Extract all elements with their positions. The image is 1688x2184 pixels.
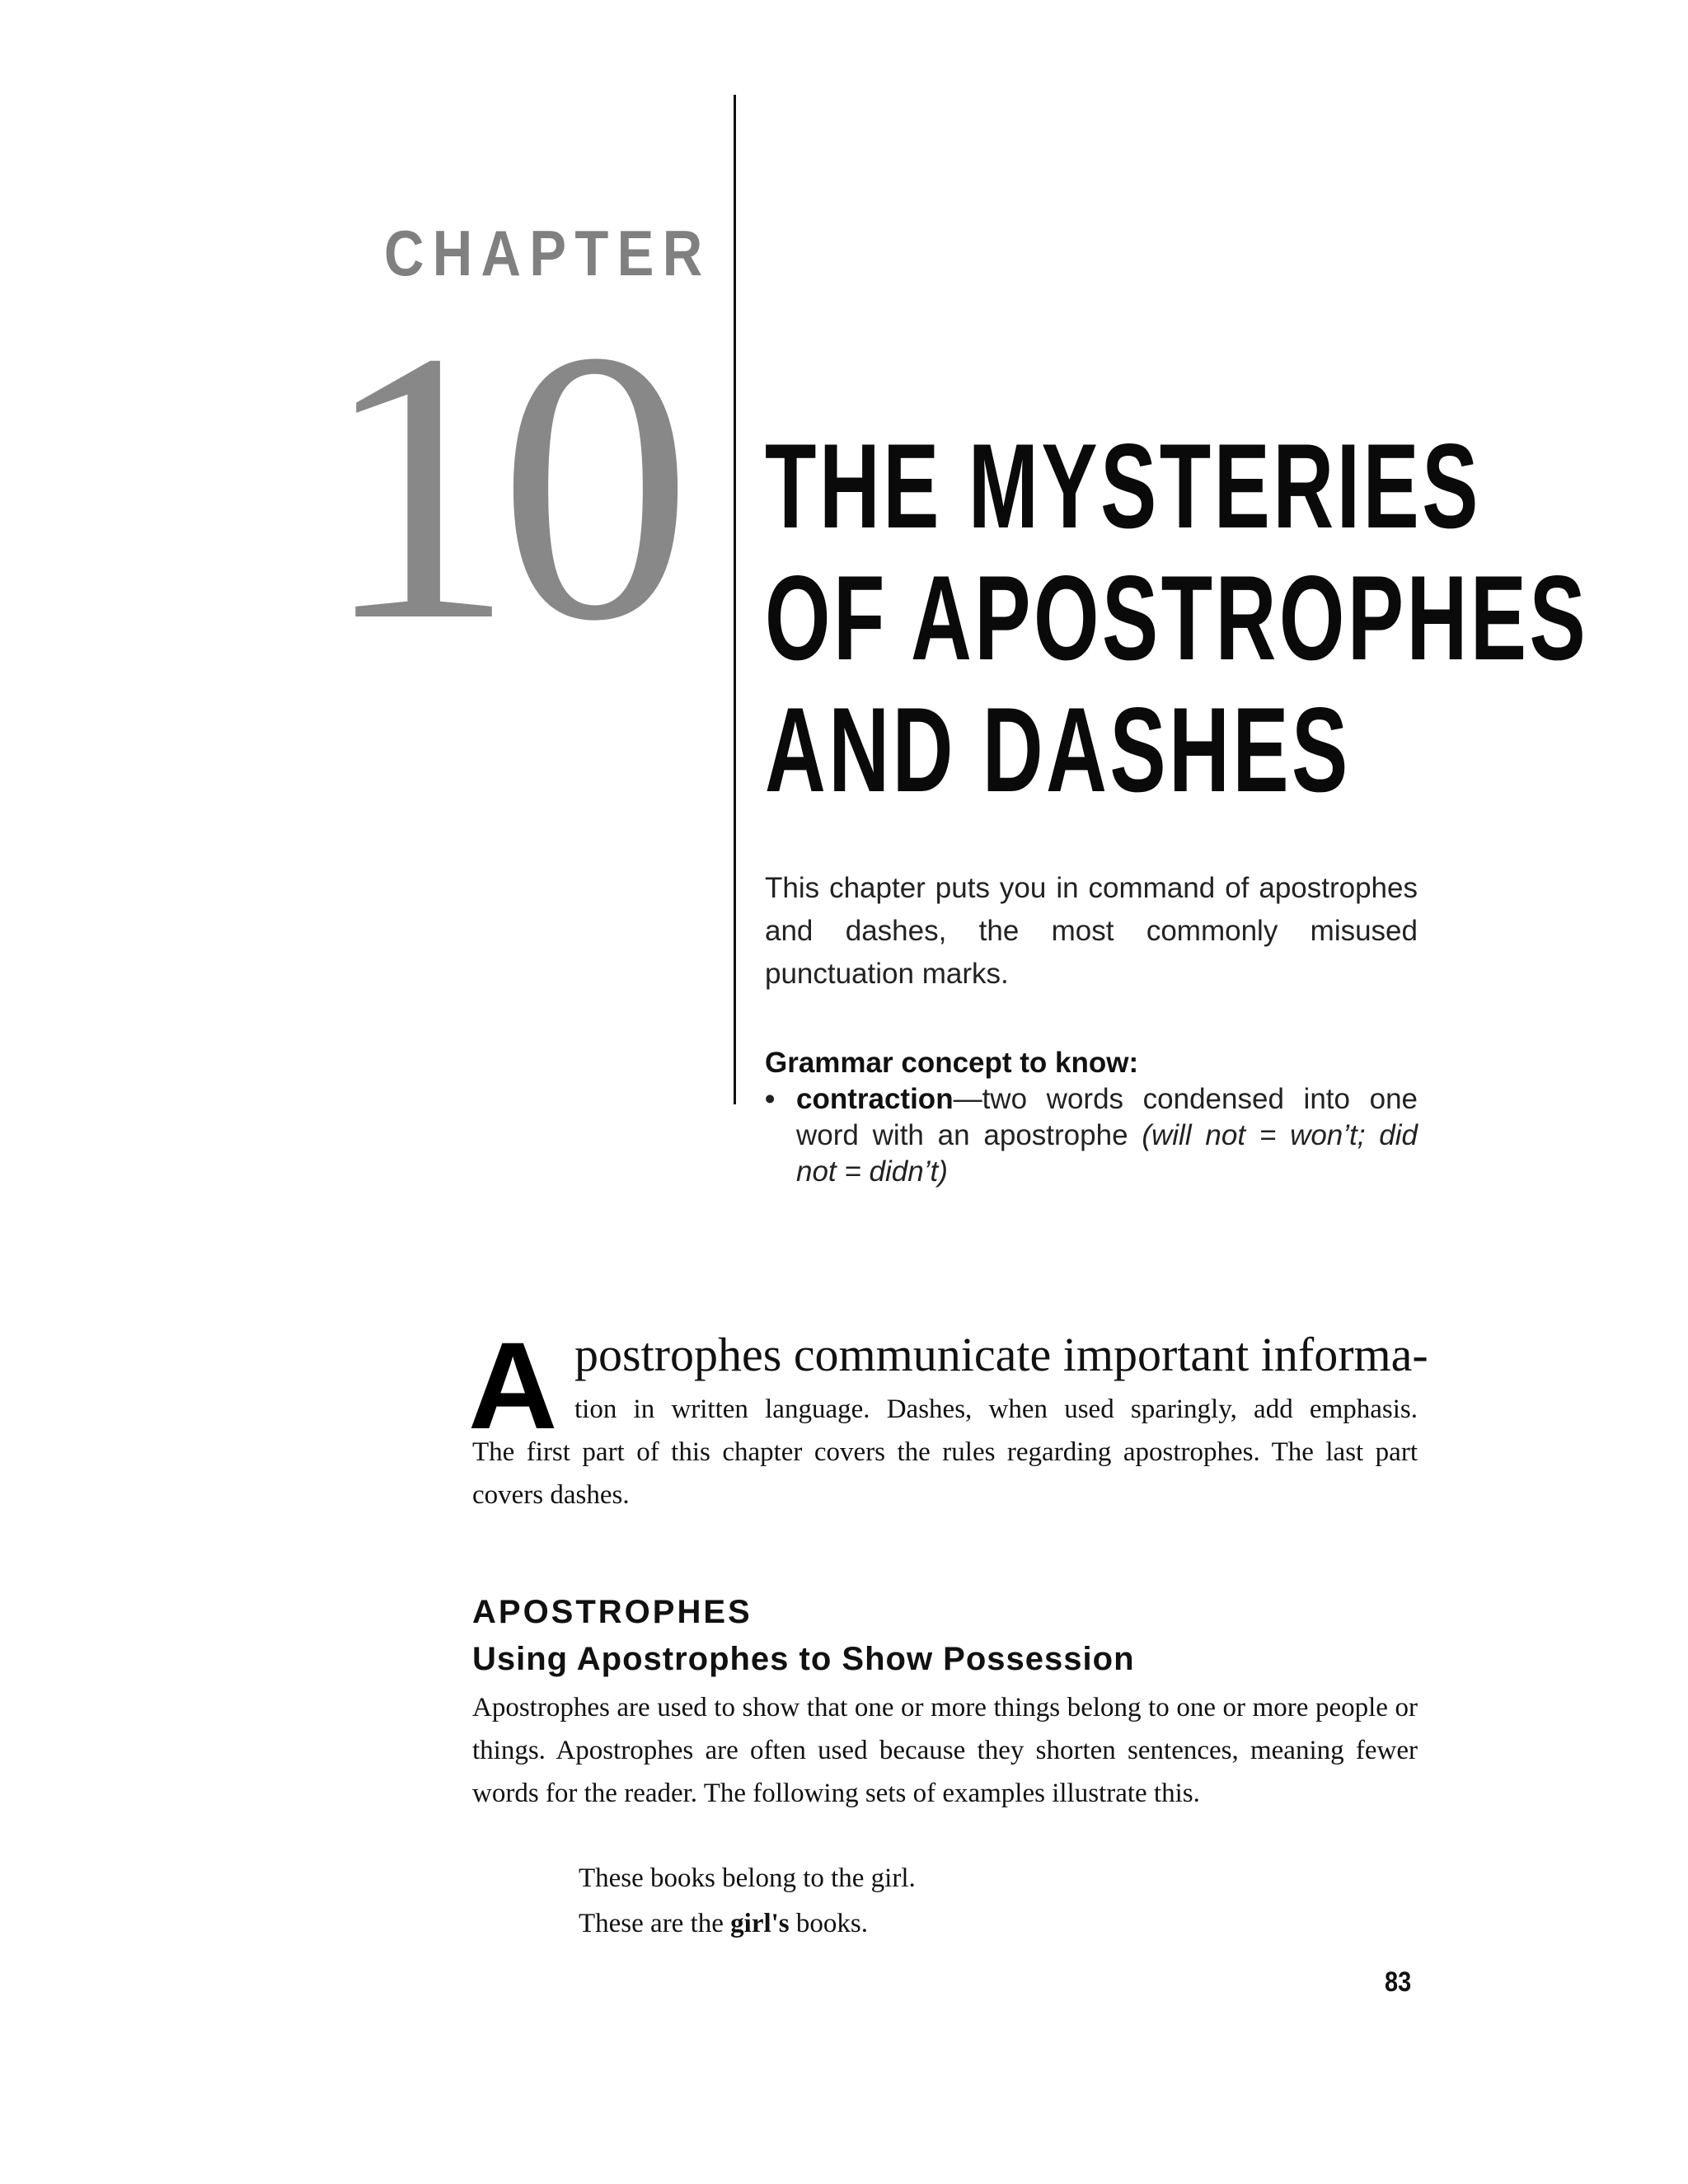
grammar-concept-item <box>765 1081 1418 1190</box>
section-heading: APOSTROPHES <box>472 1594 753 1630</box>
chapter-divider-rule <box>734 95 736 1104</box>
bullet-icon: • <box>765 1083 776 1115</box>
drop-cap: A <box>468 1316 558 1455</box>
example-sentence: These books belong to the girl. <box>579 1863 916 1893</box>
concept-definition: two words condensed into one word with an apostrophe <box>796 1083 1418 1151</box>
section-paragraph: Apostrophes are used to show that one or more things belong to one or more people or things. Apostrophes are often used because they shorten sentences, meaning fewer words for the reader. The following sets of examples illustrate this. <box>472 1693 1418 1808</box>
grammar-concept-text <box>796 1081 1418 1190</box>
chapter-title-line: OF APOSTROPHES <box>765 551 1589 685</box>
opening-second-line: tion in written language. Dashes, when used sparingly, add emphasis. <box>574 1394 1418 1424</box>
concept-example: (will not = won’t; did not = didn’t) <box>796 1119 1418 1188</box>
concept-term: contraction <box>796 1083 954 1115</box>
opening-lead-line: postrophes communicate important informa- <box>574 1328 1428 1381</box>
example-sentence <box>579 1910 868 1938</box>
opening-paragraph-rest: The first part of this chapter covers the rules regarding apostrophes. The last part covers dashes. <box>472 1437 1418 1510</box>
section-subheading: Using Apostrophes to Show Possession <box>472 1641 1135 1677</box>
chapter-title-line: THE MYSTERIES <box>765 419 1481 553</box>
chapter-label: CHAPTER <box>384 217 711 289</box>
page-number: 83 <box>1385 1966 1412 1998</box>
chapter-intro: This chapter puts you in command of apostrophes and dashes, the most commonly misused punctuation marks. <box>765 872 1418 990</box>
grammar-concept-heading: Grammar concept to know: <box>765 1047 1139 1079</box>
chapter-number: 10 <box>321 271 676 701</box>
chapter-title <box>765 419 1589 817</box>
example-text: These are the <box>579 1909 731 1938</box>
concept-dash: — <box>953 1083 982 1115</box>
example-text: books. <box>789 1909 868 1938</box>
chapter-title-line: AND DASHES <box>765 682 1351 817</box>
example-emphasis: girl's <box>730 1909 790 1938</box>
